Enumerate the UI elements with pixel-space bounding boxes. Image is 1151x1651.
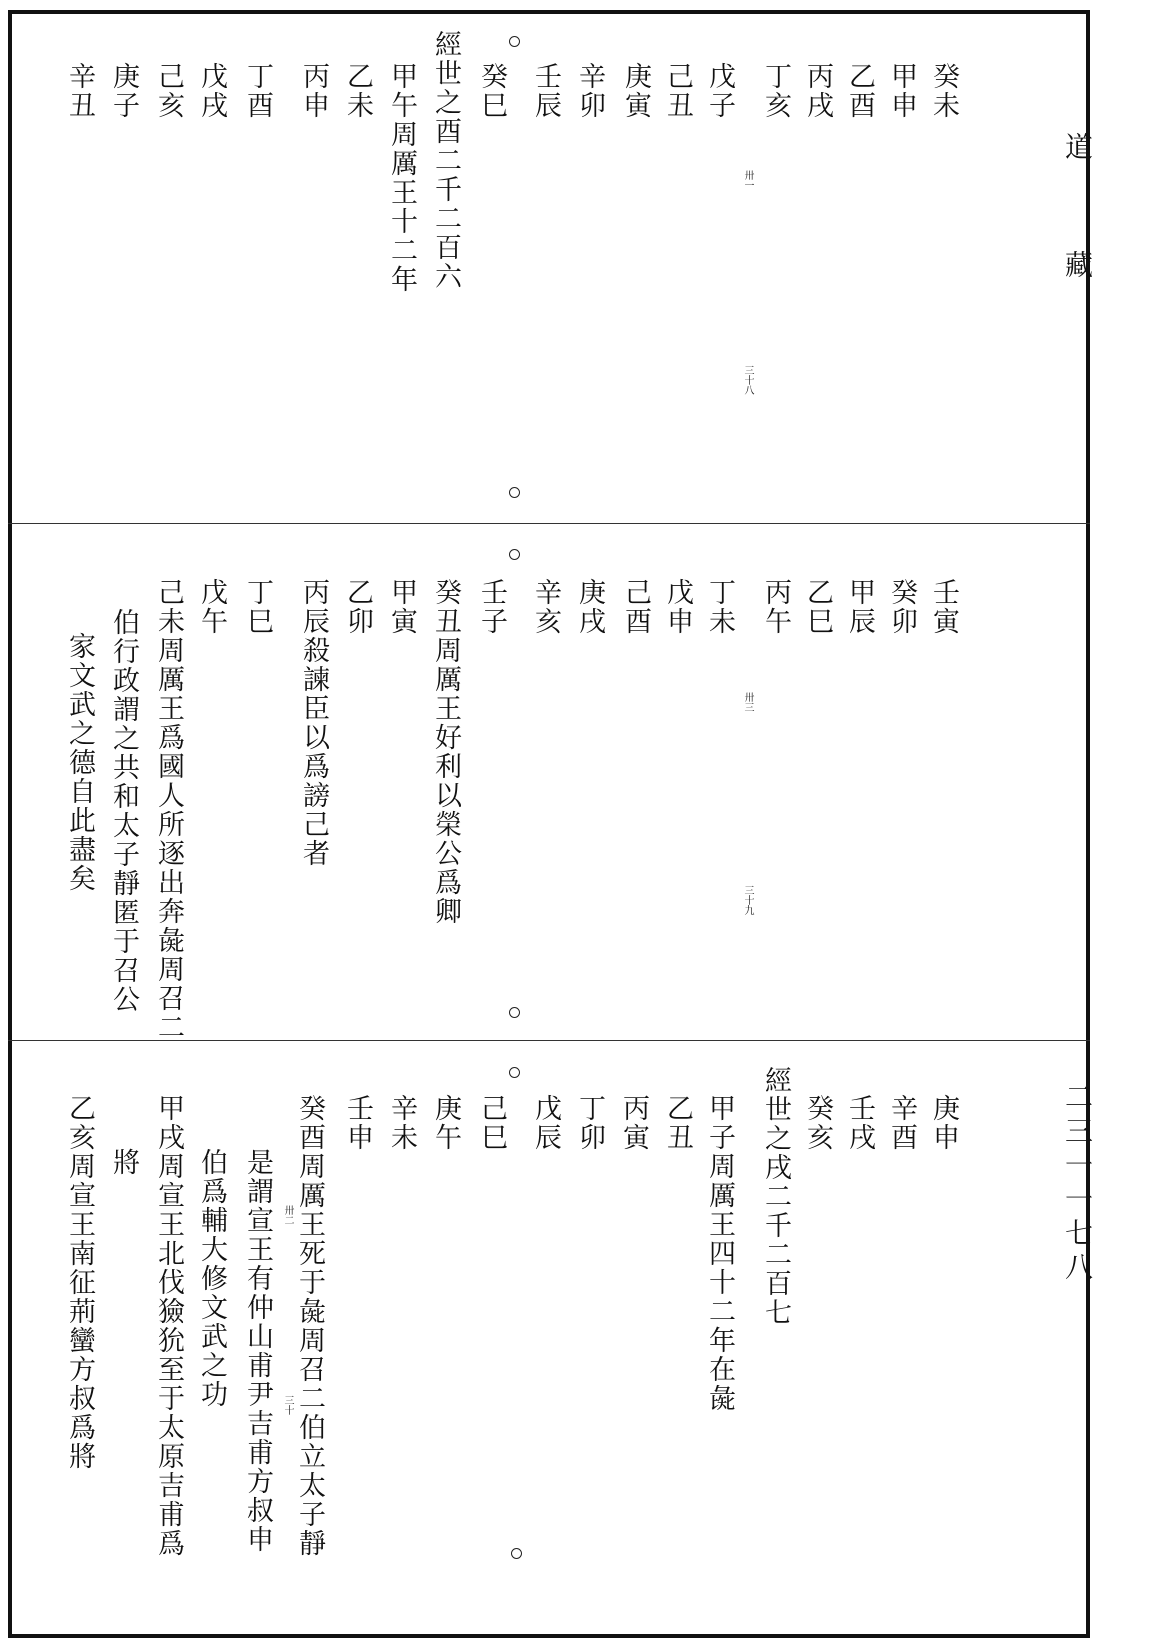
text-column: 戊子 xyxy=(704,62,735,120)
text-column: 將 xyxy=(108,1148,139,1177)
circle-marker xyxy=(509,1067,520,1078)
marginal-note: 三十 xyxy=(282,1395,293,1415)
text-column: 癸亥 xyxy=(802,1094,833,1152)
text-column: 辛丑 xyxy=(64,62,95,120)
text-column: 己巳 xyxy=(476,1094,507,1152)
text-column: 經世之酉二千二百六 xyxy=(430,30,461,291)
text-column: 乙未 xyxy=(342,62,373,120)
text-column: 丁酉 xyxy=(242,62,273,120)
text-column: 戊申 xyxy=(662,578,693,636)
text-column: 丁亥 xyxy=(760,62,791,120)
text-column: 甲戌周宣王北伐獫狁至于太原吉甫爲 xyxy=(153,1094,184,1558)
text-column: 己酉 xyxy=(620,578,651,636)
text-column: 辛亥 xyxy=(530,578,561,636)
text-column: 戊戌 xyxy=(196,62,227,120)
text-column: 庚子 xyxy=(108,62,139,120)
text-column: 辛未 xyxy=(386,1094,417,1152)
text-column: 壬子 xyxy=(476,578,507,636)
text-column: 丙寅 xyxy=(618,1094,649,1152)
text-column: 甲辰 xyxy=(844,578,875,636)
text-column: 甲寅 xyxy=(386,578,417,636)
text-column: 庚戌 xyxy=(574,578,605,636)
marginal-note: 卅二 xyxy=(282,1205,293,1225)
circle-marker xyxy=(509,1007,520,1018)
text-column: 丙申 xyxy=(298,62,329,120)
panel-divider xyxy=(8,523,1090,524)
text-column: 家文武之德自此盡矣 xyxy=(64,632,95,893)
text-column: 癸未 xyxy=(928,62,959,120)
text-column: 癸丑周厲王好利以榮公爲卿 xyxy=(430,578,461,926)
circle-marker xyxy=(509,549,520,560)
text-column: 癸巳 xyxy=(476,62,507,120)
text-column: 壬申 xyxy=(342,1094,373,1152)
text-column: 癸卯 xyxy=(886,578,917,636)
text-column: 丙戌 xyxy=(802,62,833,120)
text-column: 是謂宣王有仲山甫尹吉甫方叔申 xyxy=(242,1148,273,1554)
text-column: 丁巳 xyxy=(242,578,273,636)
text-column: 甲子周厲王四十二年在彘 xyxy=(704,1094,735,1413)
text-column: 壬戌 xyxy=(844,1094,875,1152)
text-column: 乙酉 xyxy=(844,62,875,120)
text-column: 乙卯 xyxy=(342,578,373,636)
margin-title-char: 道 xyxy=(1061,132,1094,164)
text-column: 癸酉周厲王死于彘周召二伯立太子靜 xyxy=(294,1094,325,1558)
text-column: 乙丑 xyxy=(662,1094,693,1152)
text-column: 伯行政謂之共和太子靜匿于召公 xyxy=(108,608,139,1014)
text-column: 己亥 xyxy=(153,62,184,120)
text-column: 己丑 xyxy=(662,62,693,120)
text-column: 甲申 xyxy=(886,62,917,120)
circle-marker xyxy=(509,36,520,47)
text-column: 乙巳 xyxy=(802,578,833,636)
text-column: 丁未 xyxy=(704,578,735,636)
circle-marker xyxy=(511,1548,522,1559)
page-number: 二三一一七八 xyxy=(1061,1082,1094,1286)
marginal-note: 三十九 xyxy=(742,885,753,915)
text-column: 庚寅 xyxy=(620,62,651,120)
text-column: 庚午 xyxy=(430,1094,461,1152)
circle-marker xyxy=(509,487,520,498)
text-column: 壬辰 xyxy=(530,62,561,120)
text-column: 經世之戌二千二百七 xyxy=(760,1066,791,1327)
text-column: 乙亥周宣王南征荊蠻方叔爲將 xyxy=(64,1094,95,1471)
text-column: 戊午 xyxy=(196,578,227,636)
text-column: 丙辰殺諫臣以爲謗己者 xyxy=(298,578,329,868)
marginal-note: 卅一 xyxy=(742,170,753,190)
text-column: 己未周厲王爲國人所逐出奔彘周召二 xyxy=(153,578,184,1042)
text-column: 丁卯 xyxy=(574,1094,605,1152)
text-column: 壬寅 xyxy=(928,578,959,636)
text-column: 辛酉 xyxy=(886,1094,917,1152)
text-column: 辛卯 xyxy=(574,62,605,120)
text-column: 戊辰 xyxy=(530,1094,561,1152)
marginal-note: 三十八 xyxy=(742,365,753,395)
text-column: 甲午周厲王十二年 xyxy=(386,62,417,294)
marginal-note: 卅三 xyxy=(742,692,753,712)
text-column: 庚申 xyxy=(928,1094,959,1152)
margin-title-char: 藏 xyxy=(1061,250,1094,282)
text-column: 伯爲輔大修文武之功 xyxy=(196,1148,227,1409)
text-column: 丙午 xyxy=(760,578,791,636)
